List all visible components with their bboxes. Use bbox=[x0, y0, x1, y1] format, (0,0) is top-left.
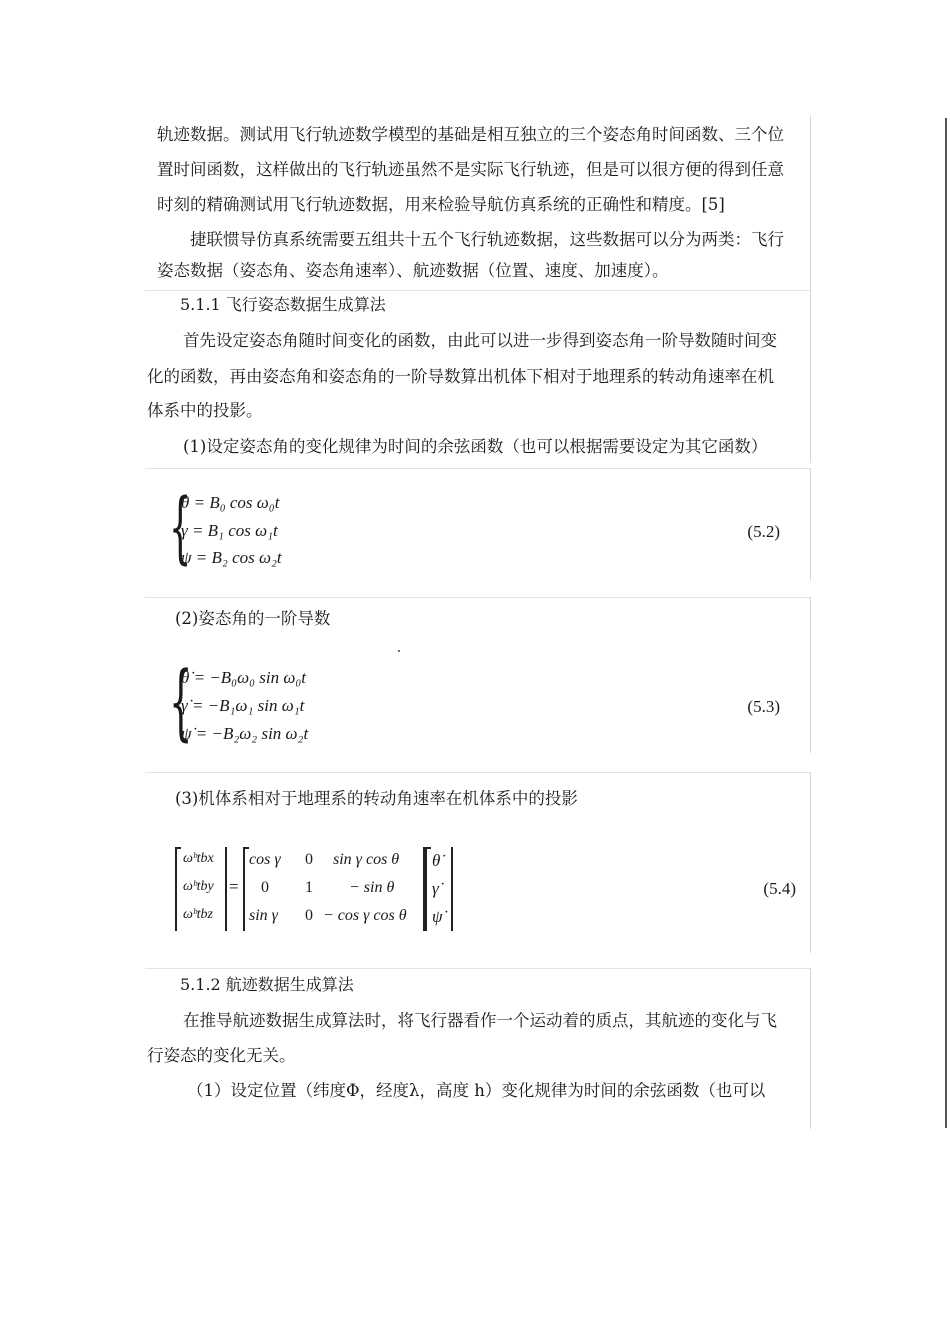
intro-paragraph bbox=[145, 115, 811, 290]
page-edge-bar bbox=[945, 118, 947, 1128]
text-line: 捷联惯导仿真系统需要五组共十五个飞行轨迹数据，这些数据可以分为两类：飞行 bbox=[190, 230, 784, 249]
vector-entry: γ̇ bbox=[432, 879, 439, 898]
left-brace: { bbox=[169, 483, 192, 573]
equals-sign: = bbox=[229, 877, 239, 896]
matrix-cell: sin γ cos θ bbox=[333, 851, 400, 868]
text-line: 体系中的投影。 bbox=[147, 401, 263, 420]
vector-entry: ωᵇtby bbox=[183, 879, 214, 894]
equation-number: (5.2) bbox=[747, 522, 780, 541]
equation-row: ψ = B₂ cos ω₂t bbox=[181, 548, 282, 567]
text-line: 姿态数据（姿态角、姿态角速率）、航迹数据（位置、速度、加速度）。 bbox=[157, 261, 669, 280]
vector-entry: θ̇ bbox=[432, 851, 441, 870]
equation-row: ψ̇ = −B₂ω₂ sin ω₂t bbox=[181, 724, 309, 743]
vector-entry: ψ̇ bbox=[432, 907, 443, 926]
text-line: 置时间函数，这样做出的飞行轨迹虽然不是实际飞行轨迹，但是可以很方便的得到任意 bbox=[157, 160, 784, 179]
left-brace: { bbox=[169, 655, 193, 750]
matrix-cell: cos γ bbox=[249, 851, 281, 868]
text-line: 首先设定姿态角随时间变化的函数，由此可以进一步得到姿态角一阶导数随时间变 bbox=[183, 331, 777, 350]
matrix-cell: 1 bbox=[305, 879, 313, 896]
text-line: 行姿态的变化无关。 bbox=[147, 1046, 296, 1065]
scan-speck bbox=[398, 650, 400, 652]
section-heading: 5.1.2 航迹数据生成算法 bbox=[180, 975, 354, 994]
equation-row: γ̇ = −B₁ω₁ sin ω₁t bbox=[181, 696, 305, 715]
section-5-1-1 bbox=[145, 290, 811, 463]
matrix-cell: − sin θ bbox=[349, 879, 395, 896]
matrix-cell: − cos γ cos θ bbox=[323, 907, 407, 924]
matrix-cell: 0 bbox=[305, 851, 313, 868]
vector-entry: ωᵇtbz bbox=[183, 907, 213, 922]
matrix-cell: sin γ bbox=[249, 907, 278, 924]
text-line: 轨迹数据。测试用飞行轨迹数学模型的基础是相互独立的三个姿态角时间函数、三个位 bbox=[157, 125, 784, 144]
text-line: 时刻的精确测试用飞行轨迹数据，用来检验导航仿真系统的正确性和精度。[5] bbox=[157, 195, 725, 214]
equation-5-3-box bbox=[145, 597, 811, 753]
vector-entry: ωᵇtbx bbox=[183, 851, 214, 866]
equation-5-4-box bbox=[145, 772, 811, 953]
matrix-cell: 0 bbox=[305, 907, 313, 924]
equation-caption: (3)机体系相对于地理系的转动角速率在机体系中的投影 bbox=[175, 789, 578, 808]
text-line: (1)设定姿态角的变化规律为时间的余弦函数（也可以根据需要设定为其它函数） bbox=[183, 437, 768, 456]
matrix-cell: 0 bbox=[261, 879, 269, 896]
section-5-1-2 bbox=[145, 968, 811, 1129]
text-line: 化的函数，再由姿态角和姿态角的一阶导数算出机体下相对于地理系的转动角速率在机 bbox=[147, 367, 774, 386]
text-line: （1）设定位置（纬度Φ，经度λ，高度 h）变化规律为时间的余弦函数（也可以 bbox=[187, 1081, 766, 1100]
equation-number: (5.3) bbox=[747, 697, 780, 716]
equation-number: (5.4) bbox=[763, 879, 796, 898]
text-line: 在推导航迹数据生成算法时，将飞行器看作一个运动着的质点，其航迹的变化与飞 bbox=[183, 1011, 777, 1030]
equation-row: θ = B₀ cos ω₀t bbox=[181, 493, 280, 512]
equation-row: θ̇ = −B₀ω₀ sin ω₀t bbox=[181, 668, 306, 687]
section-heading: 5.1.1 飞行姿态数据生成算法 bbox=[180, 295, 386, 314]
equation-5-2-box bbox=[145, 468, 811, 581]
equation-caption: (2)姿态角的一阶导数 bbox=[175, 609, 331, 628]
equation-row: γ = B₁ cos ω₁t bbox=[181, 521, 278, 540]
